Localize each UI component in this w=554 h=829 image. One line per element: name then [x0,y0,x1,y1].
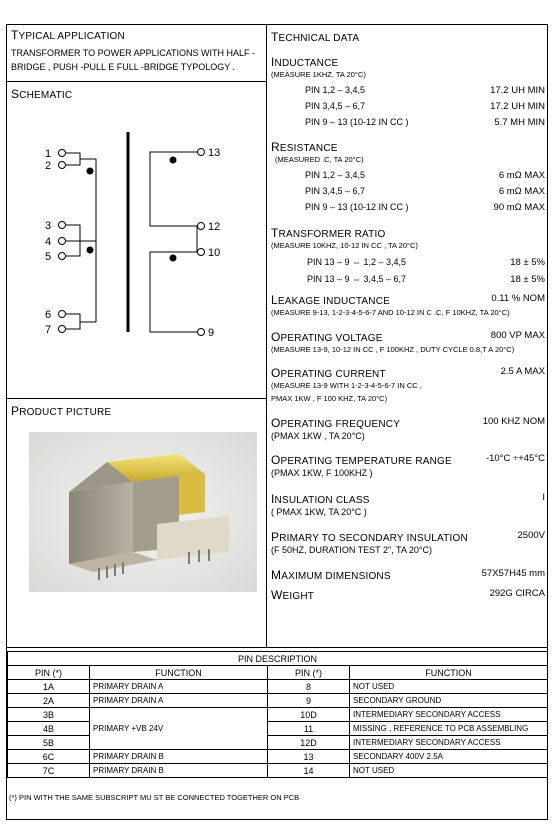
schematic-diagram [7,82,265,399]
ratio-row-1-value: 18 ± 5% [510,257,545,268]
leakage-measure: (MEASURE 9-13, 1-2-3-4-5-6-7 AND 10-12 IN C .C, F 10KHZ, TA 20°C) [271,308,510,317]
insulation-class-measure: ( PMAX 1KW, TA 20°C ) [271,507,367,517]
inductance-measure: (MEASURE 1KHZ, TA 20°C) [271,70,366,79]
pin-cell: 5B [8,736,90,750]
ratio-row-2-label: PIN 13 – 9 ⇔ 3,4,5 – 6,7 [307,274,407,284]
leakage-value: 0.11 % NOM [491,293,545,304]
table-row [8,750,548,764]
inductance-title: INDUCTANCE [271,55,339,69]
function-header-2: FUNCTION [350,666,548,680]
resistance-title: RESISTANCE [271,140,338,154]
schematic-title: SCHEMATIC [11,87,73,101]
resistance-row-3-value: 90 mΩ MAX [493,202,545,213]
technical-section [267,25,549,647]
current-measure-2: PMAX 1KW , F 100 KHZ, TA 20°C) [271,394,388,403]
leakage-title: LEAKAGE INDUCTANCE [271,293,390,307]
schematic-pin-3: 3 [45,220,52,232]
inductance-row-2-label: PIN 3,4,5 – 6,7 [305,101,366,111]
pin-table-title: PIN DESCRIPTION [8,652,548,666]
schematic-pin-10: 10 [208,247,221,259]
function-cell: PRIMARY DRAIN B [90,750,268,764]
resistance-row-2-value: 6 mΩ MAX [498,186,545,197]
function-cell: PRIMARY DRAIN A [90,694,268,708]
product-title: PRODUCT PICTURE [11,404,112,418]
pin-footnote: (*) PIN WITH THE SAME SUBSCRIPT MU ST BE CONNECTED TOGETHER ON PCB [9,793,300,802]
resistance-row-1-value: 6 mΩ MAX [498,170,545,181]
schematic-pin-9: 9 [208,327,215,339]
datasheet [6,24,548,820]
function-cell: SECONDARY 400V 2.5A [350,750,548,764]
technical-title: TECHNICAL DATA [271,30,360,44]
temperature-measure: (PMAX 1KW, F 100KHZ ) [271,468,373,478]
pin-cell: 9 [268,694,350,708]
frequency-title: OPERATING FREQUENCY [271,416,401,430]
dimensions-title: MAXIMUM DIMENSIONS [271,568,391,582]
application-section [7,25,267,82]
table-row [8,708,548,722]
function-cell: MISSING , REFERENCE TO PCB ASSEMBLING [350,722,548,736]
voltage-title: OPERATING VOLTAGE [271,330,383,344]
pin-cell: 14 [268,764,350,778]
table-row [8,764,548,778]
function-cell: INTERMEDIARY SECONDARY ACCESS [350,736,548,750]
function-cell: SECONDARY GROUND [350,694,548,708]
insulation-title: PRIMARY TO SECONDARY INSULATION [271,530,468,544]
inductance-row-2-value: 17.2 UH MIN [490,101,545,112]
temperature-title: OPERATING TEMPERATURE RANGE [271,453,452,467]
schematic-pin-12: 12 [208,221,221,233]
application-line-2: BRIDGE , PUSH -PULL E FULL -BRIDGE TYPOLOGY . [11,62,236,72]
frequency-measure: (PMAX 1KW , TA 20°C) [271,431,365,441]
pin-cell: 2A [8,694,90,708]
insulation-value: 2500V [517,530,545,541]
function-cell: PRIMARY DRAIN A [90,680,268,694]
schematic-pin-1: 1 [45,148,52,160]
insulation-class-value: I [542,492,545,503]
schematic-pin-6: 6 [45,309,52,321]
product-photo [29,432,257,592]
pin-cell: 11 [268,722,350,736]
pin-cell: 3B [8,708,90,722]
section-divider [7,647,547,648]
current-value: 2.5 A MAX [500,366,545,377]
schematic-pin-2: 2 [45,160,52,172]
schematic-section [7,82,267,399]
application-title: TYPICAL APPLICATION [11,28,125,42]
ratio-row-2-value: 18 ± 5% [510,274,545,285]
table-row [8,680,548,694]
table-row [8,736,548,750]
current-measure-1: (MEASURE 13-9 WITH 1-2-3-4-5-6-7 IN CC , [271,381,422,390]
pin-header: PIN (*) [8,666,90,680]
inductance-row-3-value: 5.7 MH MIN [494,117,545,128]
function-cell: INTERMEDIARY SECONDARY ACCESS [350,708,548,722]
ratio-measure: (MEASURE 10KHZ, 10-12 IN CC , TA 20°C) [271,241,418,250]
inductance-row-1-label: PIN 1,2 – 3,4,5 [305,85,366,95]
resistance-row-2-label: PIN 3,4,5 – 6,7 [305,186,366,196]
pin-cell: 4B [8,722,90,736]
function-cell: NOT USED [350,764,548,778]
voltage-value: 800 VP MAX [490,330,545,341]
inductance-row-1-value: 17.2 UH MIN [490,85,545,96]
weight-title: WEIGHT [271,588,315,602]
schematic-pin-7: 7 [45,324,52,336]
schematic-pin-13: 13 [208,147,221,159]
schematic-pin-4: 4 [45,236,52,248]
pin-cell: 12D [268,736,350,750]
pin-cell: 10D [268,708,350,722]
function-cell: PRIMARY DRAIN B [90,764,268,778]
function-cell: PRIMARY +VB 24V [90,708,268,750]
application-line-1: TRANSFORMER TO POWER APPLICATIONS WITH HALF - [11,48,256,58]
function-header: FUNCTION [90,666,268,680]
table-row [8,722,548,736]
pin-cell: 7C [8,764,90,778]
temperature-value: -10°C ÷+45°C [485,453,545,464]
pin-description-table [7,651,548,778]
pin-header-2: PIN (*) [268,666,350,680]
resistance-row-3-label: PIN 9 – 13 (10-12 IN CC ) [305,202,409,212]
resistance-row-1-label: PIN 1,2 – 3,4,5 [305,170,366,180]
insulation-class-title: INSULATION CLASS [271,492,370,506]
pin-cell: 1A [8,680,90,694]
table-row [8,694,548,708]
ratio-row-1-label: PIN 13 – 9 ⇔ 1,2 – 3,4,5 [307,257,407,267]
resistance-measure: (MEASURED .C, TA 20°C) [275,155,364,164]
pin-cell: 6C [8,750,90,764]
dimensions-value: 57X57H45 mm [481,568,545,579]
weight-value: 292G CIRCA [489,588,545,599]
current-title: OPERATING CURRENT [271,366,386,380]
inductance-row-3-label: PIN 9 – 13 (10-12 IN CC ) [305,117,409,127]
pin-cell: 13 [268,750,350,764]
function-cell: NOT USED [350,680,548,694]
ratio-title: TRANSFORMER RATIO [271,226,386,240]
voltage-measure: (MEASURE 13-9, 10-12 IN CC , F 100KHZ , DUTY CYCLE 0.8,T A 20°C) [271,345,515,354]
product-section [7,399,267,647]
pin-cell: 8 [268,680,350,694]
frequency-value: 100 KHZ NOM [482,416,545,427]
schematic-pin-5: 5 [45,251,52,263]
insulation-measure: (F 50HZ, DURATION TEST 2", TA 20°C) [271,545,432,555]
